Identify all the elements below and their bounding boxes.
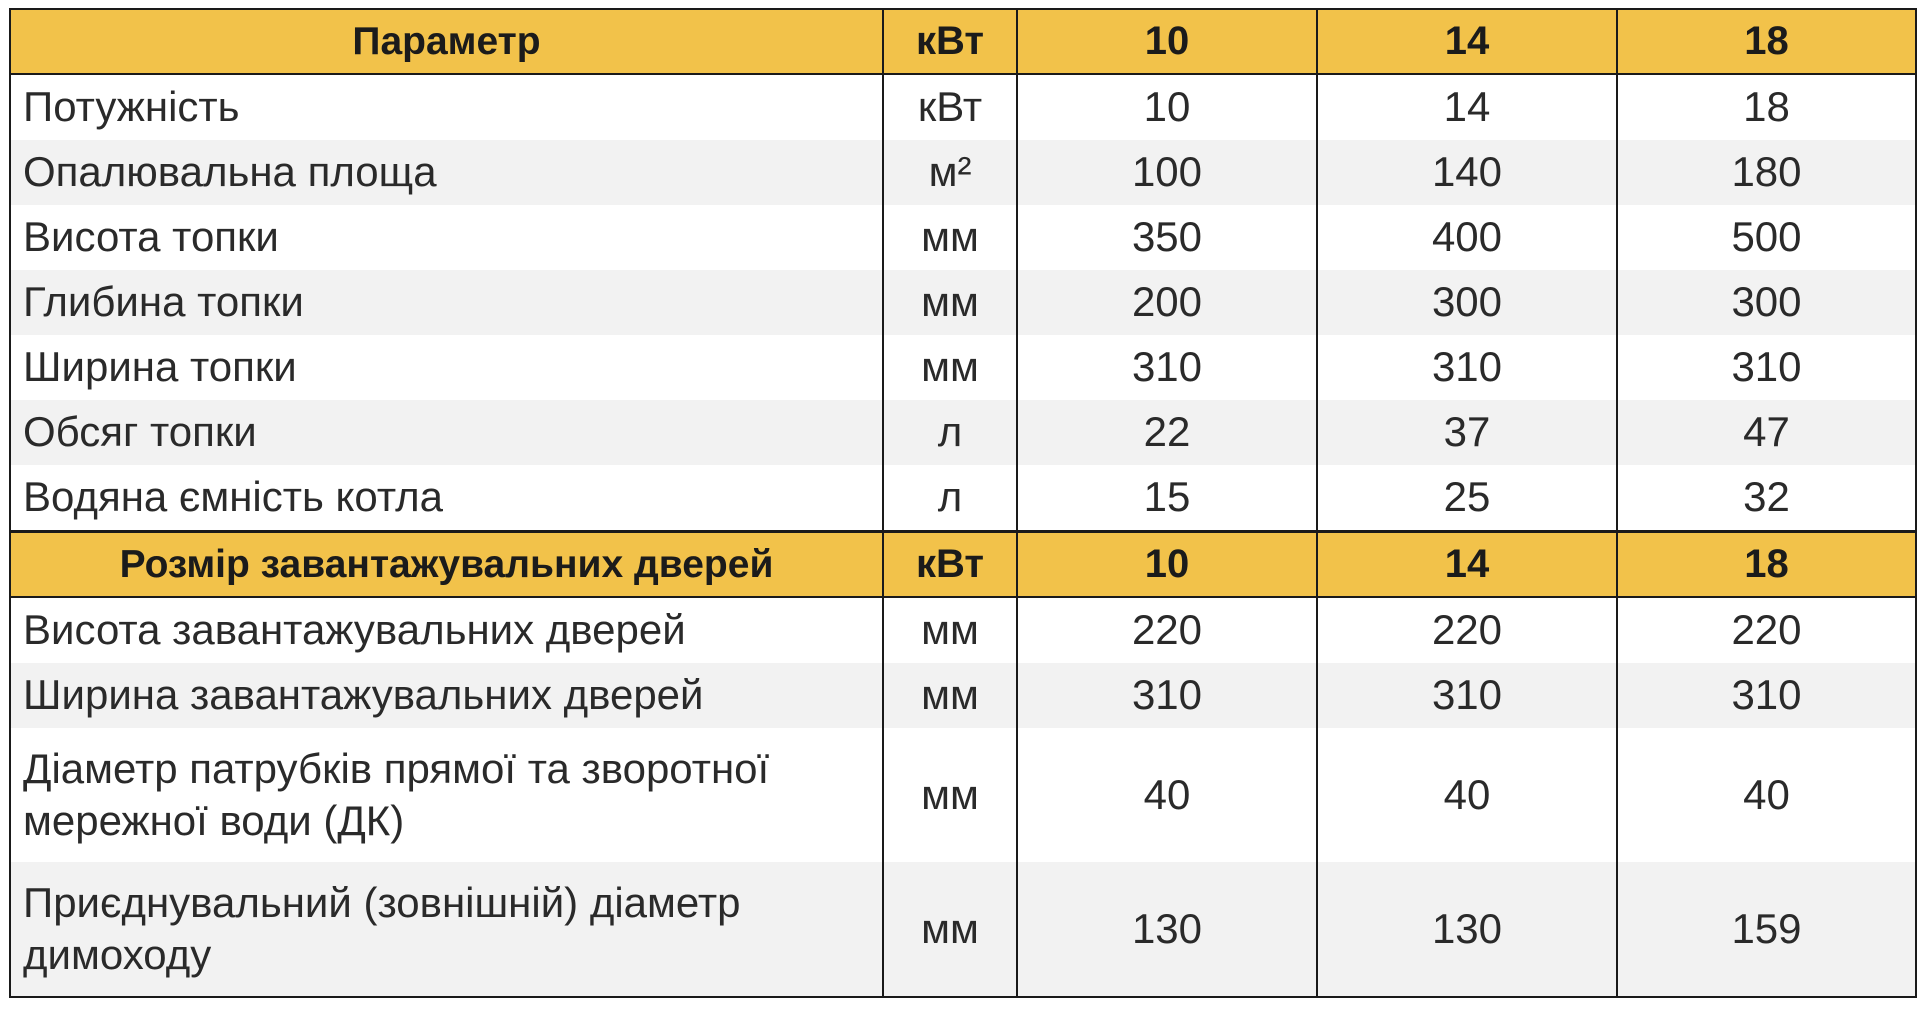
row-value-2: 310	[1317, 335, 1617, 400]
row-unit: л	[883, 465, 1017, 532]
table-row	[10, 465, 1916, 532]
section-header-row	[10, 532, 1916, 598]
row-unit: мм	[883, 862, 1017, 997]
row-value-3: 180	[1617, 140, 1916, 205]
row-value-3: 159	[1617, 862, 1916, 997]
header-model-3: 18	[1617, 9, 1916, 74]
row-value-3: 220	[1731, 606, 1802, 654]
table-row	[10, 74, 1916, 140]
row-value-3: 300	[1617, 270, 1916, 335]
header-model-1: 10	[1017, 9, 1317, 74]
row-value-1: 15	[1017, 465, 1317, 532]
row-value-1: 350	[1017, 205, 1317, 270]
row-parameter: Потужність	[10, 74, 883, 140]
table-row	[10, 862, 1916, 997]
table-row	[10, 270, 1916, 335]
row-value-1: 10	[1017, 74, 1317, 140]
row-unit: мм	[883, 335, 1017, 400]
row-parameter: Ширина завантажувальних дверей	[10, 663, 883, 728]
row-value-3: 40	[1743, 770, 1790, 818]
table-row	[10, 728, 1916, 862]
row-value-1: 220	[1017, 597, 1317, 663]
table-row	[10, 663, 1916, 728]
table-header-row	[10, 9, 1916, 74]
header-parameter: Параметр	[10, 9, 883, 74]
header-model-2: 14	[1317, 9, 1617, 74]
row-unit: мм	[883, 270, 1017, 335]
row-value-3: 18	[1743, 83, 1790, 131]
row-parameter: Опалювальна площа	[10, 140, 883, 205]
row-unit: мм	[883, 205, 1017, 270]
section-header-model-3: 18	[1617, 532, 1916, 598]
row-value-3: 310	[1617, 663, 1916, 728]
row-value-2: 37	[1317, 400, 1617, 465]
row-parameter: Ширина топки	[10, 335, 883, 400]
table-row	[10, 335, 1916, 400]
spec-table-container	[9, 8, 1915, 1006]
row-unit: мм	[883, 728, 1017, 862]
row-value-2: 140	[1317, 140, 1617, 205]
section-header-unit: кВт	[883, 532, 1017, 598]
row-value-2: 130	[1317, 862, 1617, 997]
row-value-1: 310	[1017, 663, 1317, 728]
row-value-2: 300	[1317, 270, 1617, 335]
row-parameter: Глибина топки	[10, 270, 883, 335]
row-parameter: Приєднувальний (зовнішній) діаметр димоходу	[10, 862, 883, 997]
header-unit: кВт	[883, 9, 1017, 74]
row-unit: кВт	[883, 74, 1017, 140]
row-unit: л	[883, 400, 1017, 465]
row-parameter: Водяна ємність котла	[10, 465, 883, 532]
section-header-title: Розмір завантажувальних дверей	[10, 532, 883, 598]
row-value-1: 40	[1017, 728, 1317, 862]
row-value-3: 500	[1731, 213, 1802, 261]
row-value-2: 25	[1317, 465, 1617, 532]
specifications-table	[9, 8, 1917, 998]
table-row	[10, 205, 1916, 270]
row-unit: м²	[883, 140, 1017, 205]
row-value-1: 310	[1017, 335, 1317, 400]
table-row	[10, 140, 1916, 205]
table-row	[10, 597, 1916, 663]
table-row	[10, 400, 1916, 465]
row-parameter: Висота завантажувальних дверей	[10, 597, 883, 663]
section-header-model-2: 14	[1317, 532, 1617, 598]
row-value-1: 130	[1017, 862, 1317, 997]
row-value-1: 200	[1017, 270, 1317, 335]
row-value-2: 40	[1317, 728, 1617, 862]
row-unit: мм	[883, 597, 1017, 663]
row-value-1: 22	[1017, 400, 1317, 465]
row-value-2: 220	[1317, 597, 1617, 663]
row-value-3: 310	[1731, 343, 1802, 391]
row-value-2: 310	[1317, 663, 1617, 728]
row-value-2: 14	[1317, 74, 1617, 140]
row-parameter: Висота топки	[10, 205, 883, 270]
row-value-2: 400	[1317, 205, 1617, 270]
row-value-1: 100	[1017, 140, 1317, 205]
section-header-model-1: 10	[1017, 532, 1317, 598]
row-parameter: Діаметр патрубків прямої та зворотної мережної води (ДК)	[10, 728, 883, 862]
row-parameter: Обсяг топки	[10, 400, 883, 465]
row-value-3: 47	[1617, 400, 1916, 465]
row-value-3: 32	[1743, 473, 1790, 521]
row-unit: мм	[883, 663, 1017, 728]
